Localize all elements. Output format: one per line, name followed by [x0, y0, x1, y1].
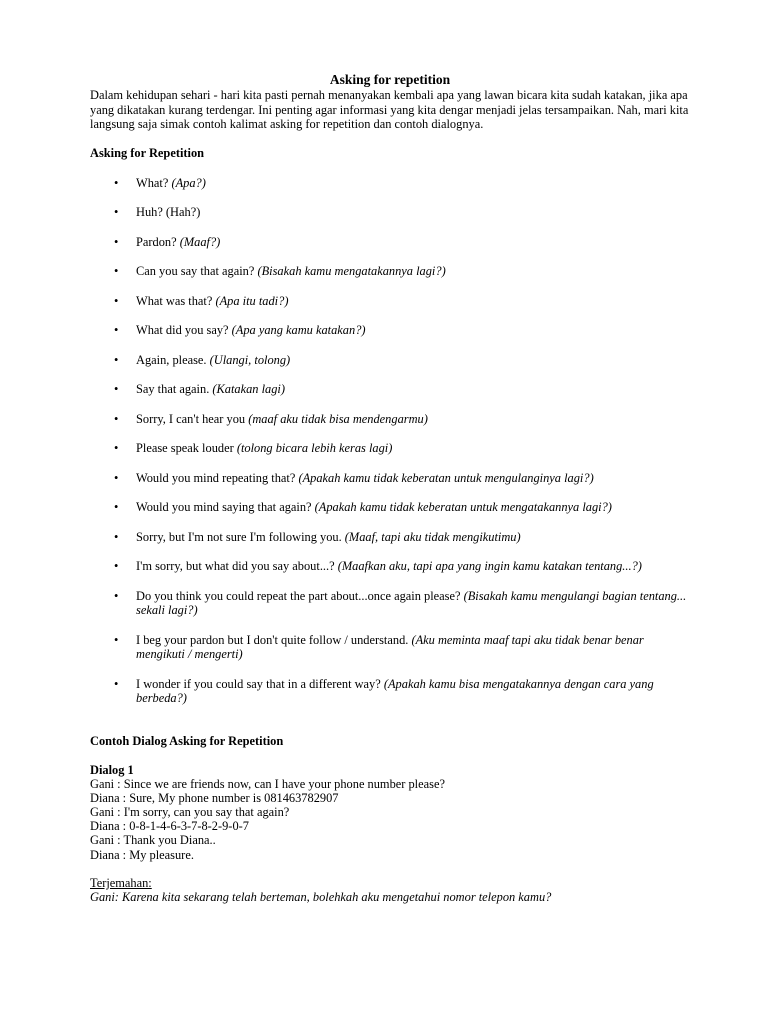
list-item: • Huh? (Hah?) [114, 205, 201, 219]
document-page [90, 72, 690, 904]
list-item: • What did you say? (Apa yang kamu katakan?) [114, 323, 366, 337]
bullet-icon: • [114, 293, 119, 308]
list-item: • Would you mind saying that again? (Apakah kamu tidak keberatan untuk mengatakannya lagi?) [114, 500, 612, 514]
list-item: • What? (Apa?) [114, 175, 206, 190]
bullet-icon: • [114, 382, 119, 396]
bullet-icon: • [114, 529, 119, 544]
intro-paragraph: Dalam kehidupan sehari - hari kita pasti pernah menanyakan kembali apa yang lawan bicara kita sudah katakan, jika apa yang dikatakan kurang terdengar. Ini penting agar informasi yang kita dengar menjadi jelas tersampaikan. Nah, mari kita langsung saja simak contoh kalimat asking for repetition dan contoh dialognya. [90, 88, 689, 131]
list-item: • Would you mind repeating that? (Apakah kamu tidak keberatan untuk mengulanginya lagi?) [114, 470, 594, 485]
bullet-icon: • [114, 500, 119, 514]
bullet-icon: • [114, 175, 119, 190]
bullet-icon: • [114, 632, 119, 647]
dialog-title: Dialog 1 [90, 762, 134, 777]
list-item: • I wonder if you could say that in a different way? (Apakah kamu bisa mengatakannya dengan cara yang berbeda?) [114, 676, 654, 705]
translation-line: Gani: Karena kita sekarang telah berteman, bolehkah aku mengetahui nomor telepon kamu? [90, 889, 552, 904]
bullet-icon: • [114, 588, 119, 603]
bullet-icon: • [114, 234, 119, 249]
bullet-icon: • [114, 352, 119, 367]
list-item: • Pardon? (Maaf?) [114, 234, 221, 249]
bullet-icon: • [114, 264, 119, 278]
list-item: • Please speak louder (tolong bicara lebih keras lagi) [114, 441, 393, 455]
bullet-icon: • [114, 559, 119, 573]
list-item: • What was that? (Apa itu tadi?) [114, 293, 289, 308]
dialog-line: Diana : My pleasure. [90, 847, 194, 862]
list-item: • Again, please. (Ulangi, tolong) [114, 352, 291, 367]
list-item: • Can you say that again? (Bisakah kamu mengatakannya lagi?) [114, 264, 446, 278]
bullet-icon: • [114, 411, 119, 426]
bullet-icon: • [114, 676, 119, 691]
list-item: • I'm sorry, but what did you say about...? (Maafkan aku, tapi apa yang ingin kamu katakan tentang...?) [114, 559, 642, 573]
bullet-icon: • [114, 205, 119, 219]
list-item: • Sorry, but I'm not sure I'm following you. (Maaf, tapi aku tidak mengikutimu) [114, 529, 521, 544]
section-heading: Asking for Repetition [90, 145, 205, 160]
list-item: • I beg your pardon but I don't quite follow / understand. (Aku meminta maaf tapi aku tidak benar benar mengikuti / mengerti) [114, 632, 644, 661]
translation-label: Terjemahan: [90, 875, 152, 890]
list-item: • Sorry, I can't hear you (maaf aku tidak bisa mendengarmu) [114, 411, 428, 426]
dialog-line: Diana : Sure, My phone number is 081463782907 [90, 790, 339, 805]
dialog-line: Gani : Thank you Diana.. [90, 833, 216, 848]
dialog-section-heading: Contoh Dialog Asking for Repetition [90, 733, 284, 748]
document-title: Asking for repetition [329, 72, 451, 87]
bullet-icon: • [114, 323, 119, 337]
dialog-line: Gani : Since we are friends now, can I have your phone number please? [90, 776, 445, 791]
repetition-list [90, 176, 690, 706]
list-item: • Do you think you could repeat the part about...once again please? (Bisakah kamu mengulangi bagian tentang... sekali lagi?) [114, 588, 687, 617]
bullet-icon: • [114, 470, 119, 485]
dialog-line: Diana : 0-8-1-4-6-3-7-8-2-9-0-7 [90, 819, 249, 834]
bullet-icon: • [114, 441, 119, 455]
list-item: • Say that again. (Katakan lagi) [114, 382, 286, 396]
dialog-line: Gani : I'm sorry, can you say that again? [90, 804, 290, 819]
